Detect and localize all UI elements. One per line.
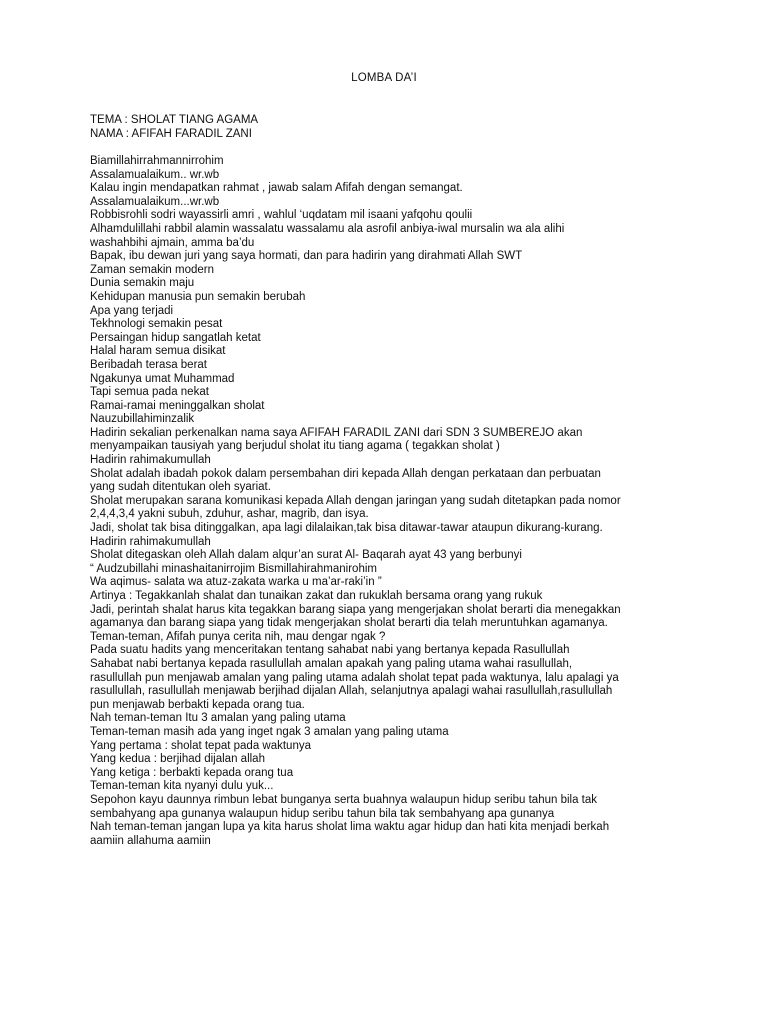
body-line: rasullullah, rasullullah menjawab berjihad dijalan Allah, selanjutnya apalagi wahai rasullullah,rasullullah [90,685,613,698]
body-line: Nauzubillahiminzalik [90,413,195,426]
body-line: rasullullah pun menjawab amalan yang paling utama adalah sholat tepat pada waktunya, lalu apalagi ya [90,671,619,684]
body-line: Kalau ingin mendapatkan rahmat , jawab salam Afifah dengan semangat. [90,182,463,195]
body-line: Tapi semua pada nekat [90,386,209,399]
body-line: Assalamualaikum.. wr.wb [90,168,220,181]
body-line: Wa aqimus- salata wa atuz-zakata warka u ma’ar-raki’in ” [90,576,382,589]
body-line: Dunia semakin maju [90,277,195,290]
body-line: Sepohon kayu daunnya rimbun lebat bunganya serta buahnya walaupun hidup seribu tahun bila tak [90,793,598,806]
body-line: Yang kedua : berjihad dijalan allah [90,753,265,766]
body-line: aamiin allahuma aamiin [90,834,211,847]
body-line: Alhamdulillahi rabbil alamin wassalatu wassalamu ala asrofil anbiya-iwal mursalin wa ala alihi [90,222,565,235]
body-line: Persaingan hidup sangatlah ketat [90,331,261,344]
body-line: Nah teman-teman jangan lupa ya kita harus sholat lima waktu agar hidup dan hati kita menjadi berkah [90,821,610,834]
body-line: Hadirin sekalian perkenalkan nama saya AFIFAH FARADIL ZANI dari SDN 3 SUMBEREJO akan [90,426,583,439]
body-line: agamanya dan barang siapa yang tidak mengerjakan sholat berarti dia telah meruntuhkan agamanya. [90,617,608,630]
body-line: Apa yang terjadi [90,304,174,317]
body-line: washahbihi ajmain, amma ba’du [90,236,255,249]
document-meta [90,113,690,141]
body-line: Nah teman-teman Itu 3 amalan yang paling utama [90,712,346,725]
body-line: 2,4,4,3,4 yakni subuh, zduhur, ashar, magrib, dan isya. [90,508,369,521]
body-line: Robbisrohli sodri wayassirli amri , wahlul ‘uqdatam mil isaani yafqohu qoulii [90,209,473,222]
body-line: Kehidupan manusia pun semakin berubah [90,290,306,303]
body-line: Sholat adalah ibadah pokok dalam persembahan diri kepada Allah dengan perkataan dan perbuatan [90,467,601,480]
body-line: Hadirin rahimakumullah [90,454,211,467]
body-line: Zaman semakin modern [90,263,214,276]
body-line: Sahabat nabi bertanya kepada rasullullah amalan apakah yang paling utama wahai rasullullah, [90,657,573,670]
body-line: Teman-teman masih ada yang inget ngak 3 amalan yang paling utama [90,725,449,738]
body-line: Pada suatu hadits yang menceritakan tentang sahabat nabi yang bertanya kepada Rasullullah [90,644,570,657]
body-line: yang sudah ditentukan oleh syariat. [90,481,271,494]
body-line: Halal haram semua disikat [90,345,226,358]
body-line: Ngakunya umat Muhammad [90,372,235,385]
body-line: Teman-teman, Afifah punya cerita nih, mau dengar ngak ? [90,630,386,643]
meta-theme: TEMA : SHOLAT TIANG AGAMA [90,114,259,126]
body-line: Assalamualaikum...wr.wb [90,195,220,208]
document-body [90,155,690,848]
body-line: Jadi, sholat tak bisa ditinggalkan, apa lagi dilalaikan,tak bisa ditawar-tawar ataupun dikurang-kurang. [90,522,603,535]
document-title: LOMBA DA’I [351,72,417,84]
body-line: menyampaikan tausiyah yang berjudul sholat itu tiang agama ( tegakkan sholat ) [90,440,500,453]
body-line: Biamillahirrahmannirrohim [90,155,224,167]
body-line: Teman-teman kita nyanyi dulu yuk... [90,780,274,793]
body-line: Yang ketiga : berbakti kepada orang tua [90,766,294,779]
body-line: Tekhnologi semakin pesat [90,318,223,331]
body-line: Ramai-ramai meninggalkan sholat [90,399,265,412]
body-line: Artinya : Tegakkanlah shalat dan tunaikan zakat dan rukuklah bersama orang yang rukuk [90,590,543,602]
body-line: Beribadah terasa berat [90,358,207,371]
body-line: Yang pertama : sholat tepat pada waktunya [90,739,311,752]
body-line: Sholat merupakan sarana komunikasi kepada Allah dengan jaringan yang sudah ditetapkan pada nomor [90,494,621,507]
body-line: pun menjawab berbakti kepada orang tua. [90,698,305,711]
body-line: “ Audzubillahi minashaitanirrojim Bismillahirahmanirohim [90,562,377,575]
body-line: Sholat ditegaskan oleh Allah dalam alqur’an surat Al- Baqarah ayat 43 yang berbunyi [90,549,522,562]
body-line: Jadi, perintah shalat harus kita tegakkan barang siapa yang mengerjakan sholat berarti dia menegakkan [90,603,621,616]
meta-name: NAMA : AFIFAH FARADIL ZANI [90,128,252,140]
body-line: Bapak, ibu dewan juri yang saya hormati, dan para hadirin yang dirahmati Allah SWT [90,250,523,263]
body-line: sembahyang apa gunanya walaupun hidup seribu tahun bila tak sembahyang apa gunanya [90,807,555,820]
body-line: Hadirin rahimakumullah [90,535,211,548]
